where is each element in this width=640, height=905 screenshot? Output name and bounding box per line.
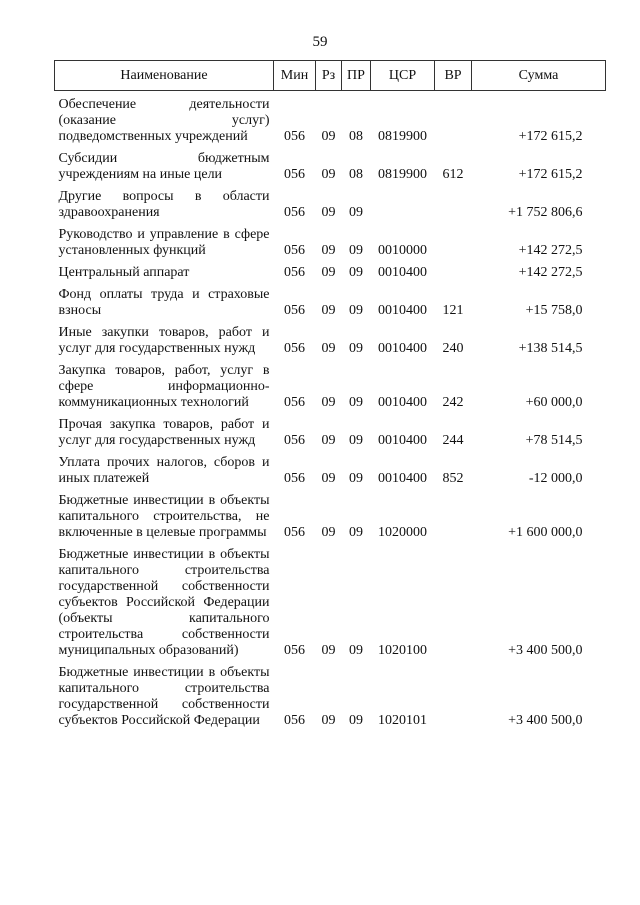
row-pr: 09	[349, 395, 363, 410]
row-sum: +138 514,5	[518, 341, 583, 356]
header-vr: ВР	[435, 61, 472, 91]
row-rz: 09	[321, 167, 336, 182]
row-name: Уплата прочих налогов, сборов и иных платежей	[58, 455, 270, 486]
row-rz: 09	[321, 129, 336, 144]
row-sum: +142 272,5	[518, 265, 583, 280]
row-pr: 08	[349, 129, 363, 144]
row-csr: 1020101	[378, 713, 427, 728]
row-csr: 0010000	[378, 243, 427, 258]
row-pr: 09	[349, 643, 363, 658]
table-row	[55, 547, 606, 659]
row-vr	[435, 227, 472, 259]
row-vr: 121	[442, 303, 464, 318]
row-name: Руководство и управление в сфере установленных функций	[58, 227, 270, 258]
row-pr: 09	[349, 525, 363, 540]
row-rz: 09	[321, 243, 336, 258]
row-name: Обеспечение деятельности (оказание услуг) подведомственных учреждений	[58, 97, 270, 144]
row-min: 056	[284, 303, 305, 318]
row-rz: 09	[321, 265, 336, 280]
row-sum: +78 514,5	[525, 433, 583, 448]
row-pr: 09	[349, 243, 363, 258]
row-name: Субсидии бюджетным учреждениям на иные цели	[58, 151, 270, 182]
row-vr: 244	[442, 433, 464, 448]
row-min: 056	[284, 265, 305, 280]
row-csr: 0010400	[378, 265, 427, 280]
row-min: 056	[284, 167, 305, 182]
row-rz: 09	[321, 303, 336, 318]
row-name: Прочая закупка товаров, работ и услуг для государственных нужд	[58, 417, 270, 448]
row-pr: 09	[349, 303, 363, 318]
table-row	[55, 287, 606, 319]
row-vr: 852	[442, 471, 464, 486]
row-rz: 09	[321, 433, 336, 448]
row-name: Закупка товаров, работ, услуг в сфере информационно-коммуникационных технологий	[58, 363, 270, 410]
row-name: Бюджетные инвестиции в объекты капитального строительства государственной собственности субъектов Российской Федерации	[58, 665, 270, 728]
row-rz: 09	[321, 643, 336, 658]
header-name: Наименование	[55, 61, 274, 91]
table-row	[55, 493, 606, 541]
table-header-row	[55, 61, 606, 91]
row-vr: 242	[442, 395, 464, 410]
row-rz: 09	[321, 341, 336, 356]
row-sum: +3 400 500,0	[508, 713, 583, 728]
row-min: 056	[284, 341, 305, 356]
row-csr: 0010400	[378, 433, 427, 448]
row-min: 056	[284, 205, 305, 220]
row-rz: 09	[321, 525, 336, 540]
table-row	[55, 151, 606, 183]
row-csr: 0010400	[378, 303, 427, 318]
table-row	[55, 227, 606, 259]
row-min: 056	[284, 471, 305, 486]
row-pr: 09	[349, 471, 363, 486]
header-sum: Сумма	[472, 61, 606, 91]
row-min: 056	[284, 129, 305, 144]
header-pr: ПР	[342, 61, 371, 91]
row-min: 056	[284, 525, 305, 540]
row-csr: 0819900	[378, 129, 427, 144]
row-sum: +1 600 000,0	[508, 525, 583, 540]
header-csr: ЦСР	[371, 61, 435, 91]
row-name: Фонд оплаты труда и страховые взносы	[58, 287, 270, 318]
row-vr	[435, 547, 472, 659]
row-csr: 0819900	[378, 167, 427, 182]
row-min: 056	[284, 713, 305, 728]
row-csr: 1020000	[378, 525, 427, 540]
table-row	[55, 325, 606, 357]
row-sum: +3 400 500,0	[508, 643, 583, 658]
row-pr: 09	[349, 341, 363, 356]
header-rz: Рз	[316, 61, 342, 91]
row-vr	[435, 665, 472, 729]
row-csr: 0010400	[378, 341, 427, 356]
row-vr	[435, 265, 472, 281]
row-rz: 09	[321, 395, 336, 410]
row-sum: +1 752 806,6	[508, 205, 583, 220]
row-rz: 09	[321, 471, 336, 486]
row-pr: 09	[349, 205, 363, 220]
row-vr	[435, 189, 472, 221]
row-pr: 09	[349, 433, 363, 448]
row-min: 056	[284, 395, 305, 410]
table-row	[55, 455, 606, 487]
table-row	[55, 417, 606, 449]
row-vr: 612	[442, 167, 464, 182]
table-row	[55, 189, 606, 221]
row-sum: -12 000,0	[528, 471, 583, 486]
row-pr: 08	[349, 167, 363, 182]
row-sum: +172 615,2	[518, 167, 583, 182]
row-min: 056	[284, 643, 305, 658]
table-row	[55, 665, 606, 729]
row-sum: +142 272,5	[518, 243, 583, 258]
row-vr	[435, 97, 472, 145]
table-row	[55, 97, 606, 145]
row-sum: +172 615,2	[518, 129, 583, 144]
row-csr: 1020100	[378, 643, 427, 658]
table-row	[55, 265, 606, 281]
row-sum: +15 758,0	[525, 303, 583, 318]
row-rz: 09	[321, 713, 336, 728]
row-vr	[435, 493, 472, 541]
row-sum: +60 000,0	[525, 395, 583, 410]
row-name: Бюджетные инвестиции в объекты капитального строительства, не включенные в целевые программы	[58, 493, 270, 540]
row-csr: 0010400	[378, 471, 427, 486]
row-name: Бюджетные инвестиции в объекты капитального строительства государственной собственности субъектов Российской Федерации (объекты капитального строительства собственности муниципальных образований)	[58, 547, 270, 658]
header-min: Мин	[274, 61, 316, 91]
row-min: 056	[284, 433, 305, 448]
table-row	[55, 363, 606, 411]
row-min: 056	[284, 243, 305, 258]
row-name: Другие вопросы в области здравоохранения	[58, 189, 270, 220]
row-name: Центральный аппарат	[58, 265, 190, 280]
row-pr: 09	[349, 713, 363, 728]
row-name: Иные закупки товаров, работ и услуг для государственных нужд	[58, 325, 270, 356]
row-pr: 09	[349, 265, 363, 280]
row-csr	[371, 189, 435, 221]
row-vr: 240	[442, 341, 464, 356]
page-number: 59	[312, 34, 328, 50]
row-rz: 09	[321, 205, 336, 220]
row-csr: 0010400	[378, 395, 427, 410]
budget-table	[54, 60, 606, 729]
